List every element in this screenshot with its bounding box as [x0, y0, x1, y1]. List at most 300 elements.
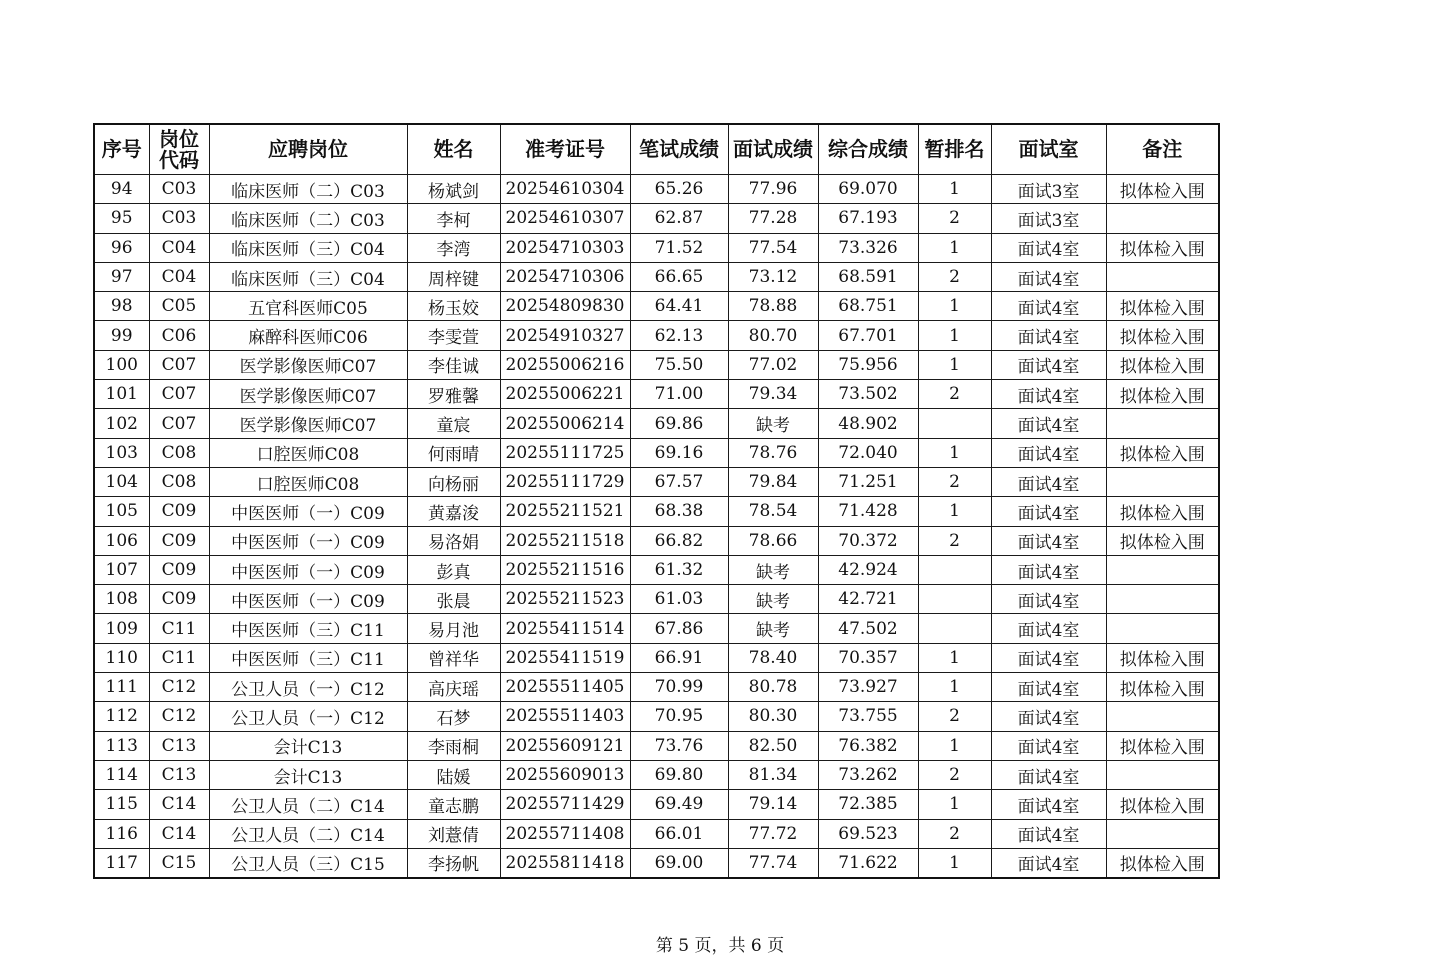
cell-total-score: 71.622: [818, 848, 918, 878]
cell-written-score: 62.13: [630, 321, 728, 350]
cell-written-score: 75.50: [630, 350, 728, 379]
cell-post-code: C15: [149, 848, 209, 878]
cell-rank: 1: [918, 175, 991, 204]
cell-exam-id: 20255006216: [500, 350, 630, 379]
cell-name: 罗雅馨: [407, 380, 500, 409]
cell-written-score: 67.86: [630, 614, 728, 643]
cell-seq: 117: [94, 848, 149, 878]
cell-written-score: 71.52: [630, 233, 728, 262]
cell-written-score: 61.03: [630, 585, 728, 614]
cell-room: 面试4室: [991, 760, 1106, 789]
cell-rank: 2: [918, 380, 991, 409]
cell-remark: [1106, 262, 1219, 291]
cell-name: 杨斌剑: [407, 175, 500, 204]
cell-post: 五官科医师C05: [209, 292, 407, 321]
cell-written-score: 69.16: [630, 438, 728, 467]
cell-exam-id: 20254910327: [500, 321, 630, 350]
cell-exam-id: 20255006214: [500, 409, 630, 438]
cell-post-code: C09: [149, 497, 209, 526]
cell-remark: 拟体检入围: [1106, 175, 1219, 204]
cell-name: 易月池: [407, 614, 500, 643]
cell-name: 高庆瑶: [407, 673, 500, 702]
cell-room: 面试3室: [991, 175, 1106, 204]
cell-name: 易洛娟: [407, 526, 500, 555]
table-header-row: [94, 124, 1219, 175]
cell-post: 公卫人员（三）C15: [209, 848, 407, 878]
col-header-remark: 备注: [1106, 124, 1219, 175]
cell-seq: 107: [94, 555, 149, 584]
cell-name: 李扬帆: [407, 848, 500, 878]
cell-seq: 99: [94, 321, 149, 350]
cell-written-score: 70.95: [630, 702, 728, 731]
cell-post: 临床医师（二）C03: [209, 204, 407, 233]
cell-room: 面试4室: [991, 614, 1106, 643]
cell-rank: 1: [918, 497, 991, 526]
cell-total-score: 73.927: [818, 673, 918, 702]
cell-interview-score: 77.54: [728, 233, 818, 262]
cell-interview-score: 80.70: [728, 321, 818, 350]
cell-rank: 2: [918, 467, 991, 496]
cell-seq: 102: [94, 409, 149, 438]
cell-post: 公卫人员（一）C12: [209, 673, 407, 702]
cell-written-score: 61.32: [630, 555, 728, 584]
cell-interview-score: 79.84: [728, 467, 818, 496]
cell-rank: 2: [918, 760, 991, 789]
cell-name: 黄嘉浚: [407, 497, 500, 526]
cell-post: 临床医师（三）C04: [209, 233, 407, 262]
cell-total-score: 71.251: [818, 467, 918, 496]
cell-post-code: C06: [149, 321, 209, 350]
cell-written-score: 67.57: [630, 467, 728, 496]
cell-post-code: C07: [149, 409, 209, 438]
cell-exam-id: 20255111729: [500, 467, 630, 496]
cell-rank: 1: [918, 790, 991, 819]
cell-seq: 96: [94, 233, 149, 262]
cell-written-score: 64.41: [630, 292, 728, 321]
cell-written-score: 69.00: [630, 848, 728, 878]
cell-post-code: C11: [149, 614, 209, 643]
cell-seq: 105: [94, 497, 149, 526]
cell-seq: 95: [94, 204, 149, 233]
cell-remark: 拟体检入围: [1106, 731, 1219, 760]
cell-total-score: 48.902: [818, 409, 918, 438]
cell-room: 面试4室: [991, 555, 1106, 584]
cell-post: 会计C13: [209, 731, 407, 760]
cell-post: 医学影像医师C07: [209, 350, 407, 379]
table-row: [94, 760, 1219, 789]
page-footer: [0, 931, 1440, 956]
cell-post: 口腔医师C08: [209, 467, 407, 496]
cell-seq: 101: [94, 380, 149, 409]
cell-total-score: 72.040: [818, 438, 918, 467]
cell-room: 面试4室: [991, 673, 1106, 702]
cell-post-code: C09: [149, 585, 209, 614]
cell-seq: 110: [94, 643, 149, 672]
cell-exam-id: 20255511405: [500, 673, 630, 702]
cell-seq: 111: [94, 673, 149, 702]
cell-total-score: 71.428: [818, 497, 918, 526]
cell-interview-score: 缺考: [728, 614, 818, 643]
cell-total-score: 73.755: [818, 702, 918, 731]
cell-seq: 104: [94, 467, 149, 496]
cell-interview-score: 80.30: [728, 702, 818, 731]
table-row: [94, 233, 1219, 262]
cell-rank: 2: [918, 526, 991, 555]
col-header-name: 姓名: [407, 124, 500, 175]
cell-post: 公卫人员（二）C14: [209, 790, 407, 819]
cell-interview-score: 缺考: [728, 555, 818, 584]
cell-total-score: 67.701: [818, 321, 918, 350]
cell-name: 彭真: [407, 555, 500, 584]
cell-post-code: C03: [149, 204, 209, 233]
table-row: [94, 614, 1219, 643]
cell-remark: [1106, 409, 1219, 438]
cell-written-score: 62.87: [630, 204, 728, 233]
cell-written-score: 71.00: [630, 380, 728, 409]
cell-seq: 115: [94, 790, 149, 819]
cell-exam-id: 20255711429: [500, 790, 630, 819]
cell-exam-id: 20255609121: [500, 731, 630, 760]
cell-interview-score: 78.40: [728, 643, 818, 672]
cell-room: 面试4室: [991, 233, 1106, 262]
cell-total-score: 42.721: [818, 585, 918, 614]
cell-room: 面试3室: [991, 204, 1106, 233]
cell-name: 李湾: [407, 233, 500, 262]
cell-rank: 2: [918, 702, 991, 731]
cell-rank: 1: [918, 321, 991, 350]
cell-exam-id: 20255811418: [500, 848, 630, 878]
cell-seq: 106: [94, 526, 149, 555]
table-row: [94, 409, 1219, 438]
cell-total-score: 68.591: [818, 262, 918, 291]
cell-rank: 1: [918, 673, 991, 702]
cell-total-score: 69.070: [818, 175, 918, 204]
cell-rank: 1: [918, 350, 991, 379]
cell-room: 面试4室: [991, 262, 1106, 291]
cell-exam-id: 20255511403: [500, 702, 630, 731]
cell-room: 面试4室: [991, 643, 1106, 672]
cell-interview-score: 77.28: [728, 204, 818, 233]
cell-written-score: 69.86: [630, 409, 728, 438]
cell-exam-id: 20255211518: [500, 526, 630, 555]
cell-remark: 拟体检入围: [1106, 497, 1219, 526]
cell-post-code: C03: [149, 175, 209, 204]
cell-written-score: 66.82: [630, 526, 728, 555]
table-body: [94, 175, 1219, 879]
cell-exam-id: 20254610307: [500, 204, 630, 233]
cell-post-code: C08: [149, 438, 209, 467]
cell-rank: [918, 555, 991, 584]
cell-written-score: 66.91: [630, 643, 728, 672]
cell-rank: 1: [918, 233, 991, 262]
cell-remark: [1106, 467, 1219, 496]
cell-written-score: 66.65: [630, 262, 728, 291]
cell-rank: 2: [918, 819, 991, 848]
cell-interview-score: 81.34: [728, 760, 818, 789]
col-header-seq: 序号: [94, 124, 149, 175]
cell-total-score: 68.751: [818, 292, 918, 321]
cell-room: 面试4室: [991, 848, 1106, 878]
cell-remark: 拟体检入围: [1106, 292, 1219, 321]
cell-interview-score: 缺考: [728, 409, 818, 438]
cell-rank: 1: [918, 292, 991, 321]
cell-total-score: 42.924: [818, 555, 918, 584]
cell-post-code: C13: [149, 731, 209, 760]
cell-seq: 114: [94, 760, 149, 789]
cell-exam-id: 20255411514: [500, 614, 630, 643]
table-row: [94, 702, 1219, 731]
cell-interview-score: 78.54: [728, 497, 818, 526]
cell-interview-score: 78.88: [728, 292, 818, 321]
col-header-post: 应聘岗位: [209, 124, 407, 175]
cell-name: 刘薏倩: [407, 819, 500, 848]
cell-remark: [1106, 555, 1219, 584]
col-header-exam-id: 准考证号: [500, 124, 630, 175]
cell-written-score: 73.76: [630, 731, 728, 760]
cell-name: 李雯萱: [407, 321, 500, 350]
table-row: [94, 848, 1219, 878]
cell-post-code: C14: [149, 819, 209, 848]
cell-post-code: C12: [149, 673, 209, 702]
cell-written-score: 70.99: [630, 673, 728, 702]
cell-name: 童志鹏: [407, 790, 500, 819]
cell-rank: 1: [918, 438, 991, 467]
cell-post-code: C09: [149, 555, 209, 584]
cell-name: 李佳诚: [407, 350, 500, 379]
cell-post-code: C07: [149, 380, 209, 409]
cell-post: 中医医师（一）C09: [209, 526, 407, 555]
cell-post: 中医医师（一）C09: [209, 497, 407, 526]
cell-exam-id: 20255411519: [500, 643, 630, 672]
cell-post-code: C04: [149, 262, 209, 291]
cell-interview-score: 78.76: [728, 438, 818, 467]
cell-name: 杨玉姣: [407, 292, 500, 321]
cell-room: 面试4室: [991, 585, 1106, 614]
cell-seq: 113: [94, 731, 149, 760]
cell-remark: [1106, 204, 1219, 233]
cell-remark: [1106, 760, 1219, 789]
cell-exam-id: 20255111725: [500, 438, 630, 467]
cell-remark: 拟体检入围: [1106, 321, 1219, 350]
cell-room: 面试4室: [991, 350, 1106, 379]
cell-rank: 2: [918, 262, 991, 291]
cell-name: 李柯: [407, 204, 500, 233]
cell-written-score: 68.38: [630, 497, 728, 526]
cell-total-score: 69.523: [818, 819, 918, 848]
cell-exam-id: 20255006221: [500, 380, 630, 409]
cell-post-code: C12: [149, 702, 209, 731]
cell-rank: [918, 614, 991, 643]
cell-exam-id: 20254710306: [500, 262, 630, 291]
cell-post: 临床医师（三）C04: [209, 262, 407, 291]
cell-interview-score: 缺考: [728, 585, 818, 614]
table-row: [94, 467, 1219, 496]
cell-post-code: C04: [149, 233, 209, 262]
cell-post-code: C08: [149, 467, 209, 496]
table-row: [94, 292, 1219, 321]
cell-seq: 108: [94, 585, 149, 614]
table-row: [94, 731, 1219, 760]
table-row: [94, 555, 1219, 584]
cell-post-code: C07: [149, 350, 209, 379]
cell-room: 面试4室: [991, 731, 1106, 760]
cell-interview-score: 82.50: [728, 731, 818, 760]
col-header-interview-score: 面试成绩: [728, 124, 818, 175]
cell-name: 何雨晴: [407, 438, 500, 467]
cell-remark: 拟体检入围: [1106, 790, 1219, 819]
cell-seq: 98: [94, 292, 149, 321]
cell-post: 公卫人员（一）C12: [209, 702, 407, 731]
cell-total-score: 73.326: [818, 233, 918, 262]
col-header-total-score: 综合成绩: [818, 124, 918, 175]
cell-room: 面试4室: [991, 790, 1106, 819]
cell-total-score: 75.956: [818, 350, 918, 379]
cell-rank: 1: [918, 643, 991, 672]
col-header-room: 面试室: [991, 124, 1106, 175]
cell-total-score: 70.372: [818, 526, 918, 555]
cell-seq: 94: [94, 175, 149, 204]
cell-written-score: 66.01: [630, 819, 728, 848]
cell-post: 临床医师（二）C03: [209, 175, 407, 204]
table-row: [94, 350, 1219, 379]
cell-name: 向杨丽: [407, 467, 500, 496]
cell-interview-score: 79.14: [728, 790, 818, 819]
cell-seq: 112: [94, 702, 149, 731]
cell-total-score: 73.262: [818, 760, 918, 789]
cell-remark: [1106, 614, 1219, 643]
cell-room: 面试4室: [991, 321, 1106, 350]
cell-room: 面试4室: [991, 292, 1106, 321]
cell-post: 医学影像医师C07: [209, 380, 407, 409]
cell-written-score: 69.49: [630, 790, 728, 819]
cell-interview-score: 77.74: [728, 848, 818, 878]
cell-post: 麻醉科医师C06: [209, 321, 407, 350]
cell-seq: 109: [94, 614, 149, 643]
cell-post-code: C05: [149, 292, 209, 321]
cell-post: 中医医师（一）C09: [209, 585, 407, 614]
cell-total-score: 73.502: [818, 380, 918, 409]
col-header-written-score: 笔试成绩: [630, 124, 728, 175]
cell-remark: 拟体检入围: [1106, 526, 1219, 555]
cell-seq: 97: [94, 262, 149, 291]
page-number-text: 第 5 页，共 6 页: [655, 936, 785, 956]
cell-post-code: C09: [149, 526, 209, 555]
cell-interview-score: 78.66: [728, 526, 818, 555]
table-row: [94, 526, 1219, 555]
cell-remark: 拟体检入围: [1106, 673, 1219, 702]
cell-remark: 拟体检入围: [1106, 233, 1219, 262]
cell-room: 面试4室: [991, 380, 1106, 409]
cell-exam-id: 20255609013: [500, 760, 630, 789]
table-row: [94, 380, 1219, 409]
cell-name: 张晨: [407, 585, 500, 614]
col-header-rank: 暂排名: [918, 124, 991, 175]
cell-total-score: 67.193: [818, 204, 918, 233]
cell-exam-id: 20254710303: [500, 233, 630, 262]
table-row: [94, 204, 1219, 233]
cell-post-code: C11: [149, 643, 209, 672]
cell-remark: 拟体检入围: [1106, 350, 1219, 379]
cell-remark: [1106, 585, 1219, 614]
cell-name: 周梓键: [407, 262, 500, 291]
cell-post: 公卫人员（二）C14: [209, 819, 407, 848]
cell-seq: 116: [94, 819, 149, 848]
table-row: [94, 643, 1219, 672]
table-row: [94, 175, 1219, 204]
cell-room: 面试4室: [991, 819, 1106, 848]
cell-exam-id: 20255711408: [500, 819, 630, 848]
results-table: [93, 123, 1220, 879]
cell-interview-score: 73.12: [728, 262, 818, 291]
cell-exam-id: 20255211521: [500, 497, 630, 526]
cell-remark: [1106, 702, 1219, 731]
cell-room: 面试4室: [991, 467, 1106, 496]
cell-exam-id: 20254610304: [500, 175, 630, 204]
cell-rank: [918, 585, 991, 614]
cell-rank: [918, 409, 991, 438]
table-row: [94, 819, 1219, 848]
cell-post: 会计C13: [209, 760, 407, 789]
cell-remark: 拟体检入围: [1106, 848, 1219, 878]
cell-post-code: C14: [149, 790, 209, 819]
cell-room: 面试4室: [991, 438, 1106, 467]
table-row: [94, 321, 1219, 350]
cell-interview-score: 77.02: [728, 350, 818, 379]
table-row: [94, 585, 1219, 614]
cell-total-score: 70.357: [818, 643, 918, 672]
cell-interview-score: 80.78: [728, 673, 818, 702]
cell-remark: 拟体检入围: [1106, 380, 1219, 409]
cell-total-score: 76.382: [818, 731, 918, 760]
table-row: [94, 790, 1219, 819]
cell-written-score: 69.80: [630, 760, 728, 789]
cell-room: 面试4室: [991, 702, 1106, 731]
cell-name: 童宸: [407, 409, 500, 438]
cell-interview-score: 77.72: [728, 819, 818, 848]
cell-exam-id: 20254809830: [500, 292, 630, 321]
cell-post: 中医医师（三）C11: [209, 614, 407, 643]
cell-total-score: 72.385: [818, 790, 918, 819]
cell-remark: 拟体检入围: [1106, 643, 1219, 672]
cell-rank: 1: [918, 731, 991, 760]
cell-name: 陆媛: [407, 760, 500, 789]
cell-remark: 拟体检入围: [1106, 438, 1219, 467]
cell-post: 中医医师（一）C09: [209, 555, 407, 584]
cell-seq: 103: [94, 438, 149, 467]
table-row: [94, 497, 1219, 526]
cell-remark: [1106, 819, 1219, 848]
cell-room: 面试4室: [991, 526, 1106, 555]
cell-post: 口腔医师C08: [209, 438, 407, 467]
cell-rank: 1: [918, 848, 991, 878]
cell-interview-score: 79.34: [728, 380, 818, 409]
cell-name: 曾祥华: [407, 643, 500, 672]
cell-room: 面试4室: [991, 497, 1106, 526]
cell-post: 中医医师（三）C11: [209, 643, 407, 672]
table-row: [94, 262, 1219, 291]
cell-interview-score: 77.96: [728, 175, 818, 204]
cell-rank: 2: [918, 204, 991, 233]
cell-room: 面试4室: [991, 409, 1106, 438]
cell-name: 石梦: [407, 702, 500, 731]
cell-post: 医学影像医师C07: [209, 409, 407, 438]
cell-seq: 100: [94, 350, 149, 379]
cell-written-score: 65.26: [630, 175, 728, 204]
cell-total-score: 47.502: [818, 614, 918, 643]
cell-exam-id: 20255211516: [500, 555, 630, 584]
cell-name: 李雨桐: [407, 731, 500, 760]
col-header-post-code: 岗位代码: [149, 124, 209, 175]
